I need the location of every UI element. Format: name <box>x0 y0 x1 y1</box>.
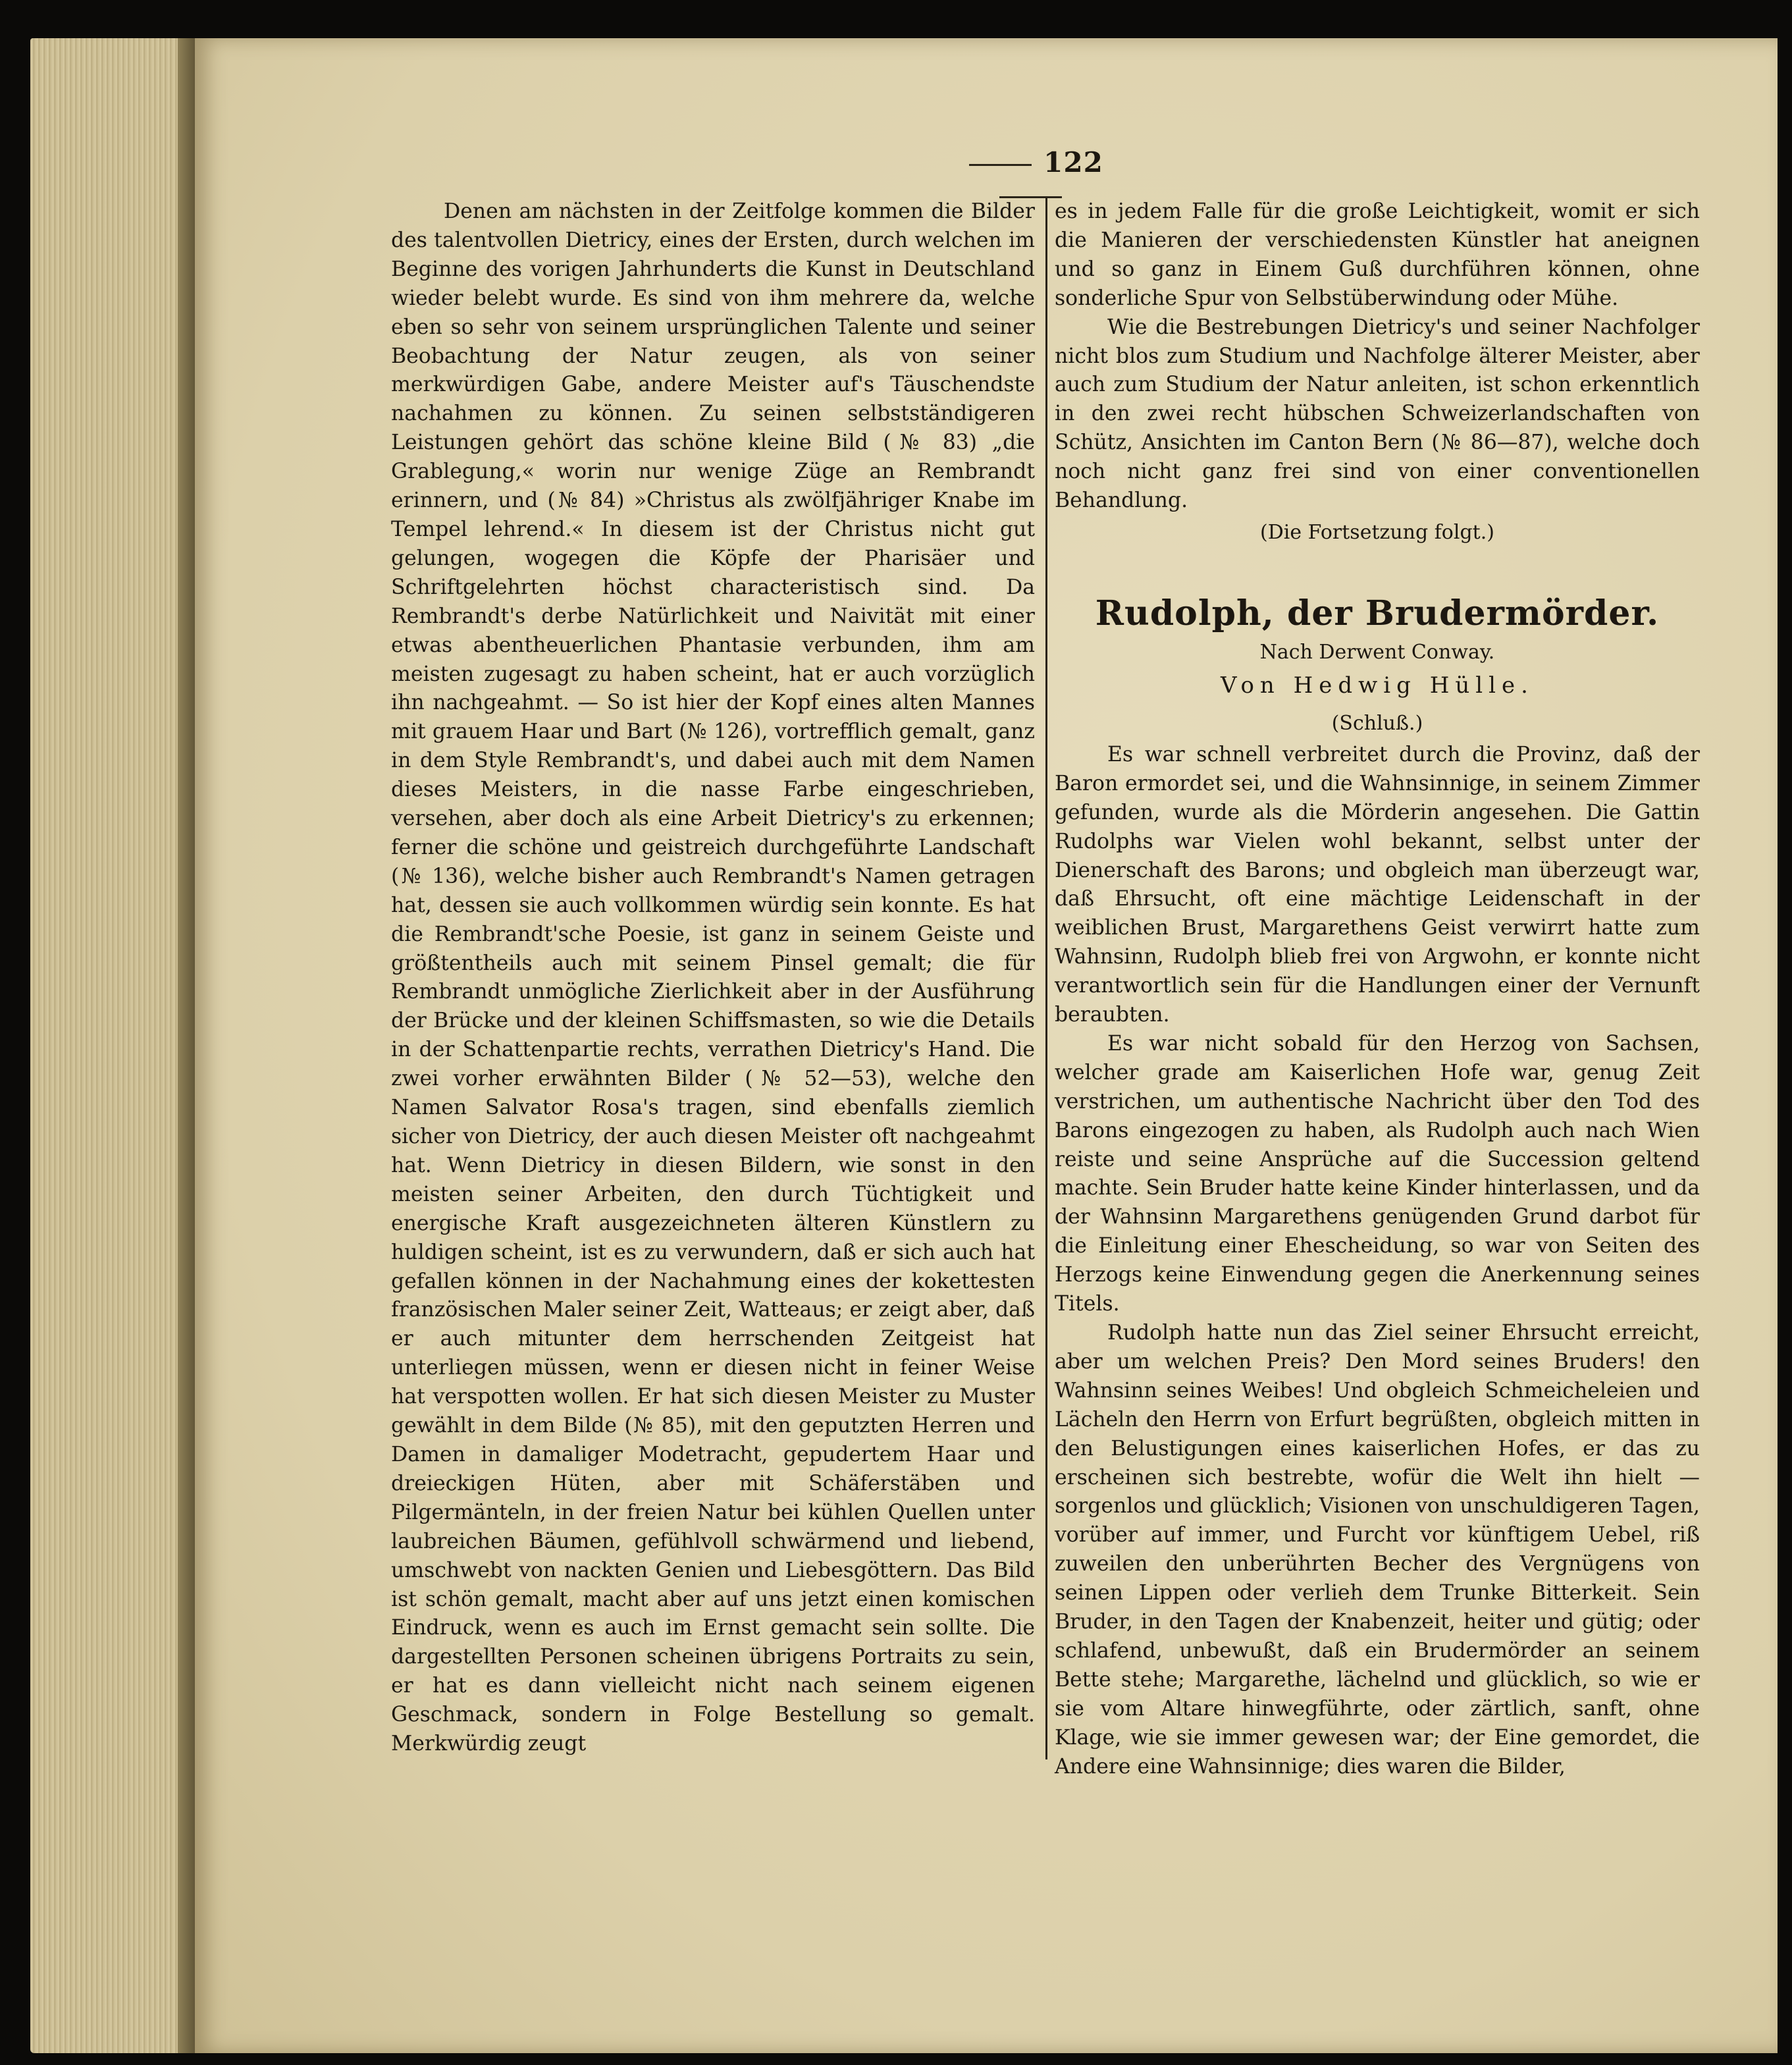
stacked-page-edges <box>30 38 195 2053</box>
story-title: Rudolph, der Brudermörder. <box>1095 593 1660 633</box>
story-paragraph: Es war schnell verbreitet durch die Provinz, daß der Baron ermordet sei, und die Wahnsinnige, in seinem Zimmer gefunden, wurde als die Mörderin angesehen. Die Gattin Rudolphs war Vielen wohl bekannt, selbst unter der Dienerschaft des Barons; und obgleich man überzeugt war, daß Ehrsucht, oft eine mächtige Leidenschaft in der weiblichen Brust, Margarethens Geist verwirrt hatte zum Wahnsinn, Rudolph blieb frei von Argwohn, er konnte nicht verantwortlich sein für die Handlungen einer der Vernunft beraubten. <box>1055 742 1700 1027</box>
story-conclusion-marker: (Schluß.) <box>1331 711 1423 735</box>
right-column <box>1055 198 1700 1782</box>
page-number: 122 <box>915 146 1146 211</box>
to-be-continued-note: (Die Fortsetzung folgt.) <box>1260 520 1494 544</box>
story-paragraph: Es war nicht sobald für den Herzog von Sachsen, welcher grade am Kaiserlichen Hofe war, genug Zeit verstrichen, um authentische Nachricht über den Tod des Barons eingezogen zu haben, als Rudolph auch nach Wien reiste und seine Ansprüche auf die Succession geltend machte. Sein Bruder hatte keine Kinder hinterlassen, und da der Wahnsinn Margarethens genügenden Grund darbot für die Einleitung einer Ehescheidung, so war von Seiten des Herzogs keine Einwendung gegen die Anerkennung seines Titels. <box>1055 1031 1700 1316</box>
article-continuation-paragraph: es in jedem Falle für die große Leichtigkeit, womit er sich die Manieren der verschiedensten Künstler hat aneignen und so ganz in Einem Guß durchführen können, ohne sonderliche Spur von Selbstüberwindung oder Mühe. <box>1055 200 1700 310</box>
story-paragraph: Rudolph hatte nun das Ziel seiner Ehrsucht erreicht, aber um welchen Preis? Den Mord seines Bruders! den Wahnsinn seines Weibes! Und obgleich Schmeicheleien und Lächeln den Herrn von Erfurt begrüßten, obgleich mitten in den Belustigungen eines kaiserlichen Hofes, er das zu erscheinen sich bestrebte, wofür die Welt ihn hielt — sorgenlos und glücklich; Visionen von unschuldigeren Tagen, vorüber auf immer, und Furcht vor künftigem Uebel, riß zuweilen den unberührten Becher des Vergnügens von seinen Lippen oder verlieh dem Trunke Bitterkeit. Sein Bruder, in den Tagen der Knabenzeit, heiter und gütig; oder schlafend, unbewußt, daß ein Brudermörder an seinem Bette stehe; Margarethe, lächelnd und glücklich, so wie er sie vom Altare hinwegführte, oder zärtlich, sanft, ohne Klage, wie sie immer gewesen war; der Eine gemordet, die Andere eine Wahnsinnige; dies waren die Bilder, <box>1055 1321 1700 1779</box>
article-closing-paragraph: Wie die Bestrebungen Dietricy's und seiner Nachfolger nicht blos zum Studium und Nachfolge älterer Meister, aber auch zum Studium der Natur anleiten, ist schon erkenntlich in den zwei recht hübschen Schweizerlandschaften von Schütz, Ansichten im Canton Bern (№ 86—87), welche doch noch nicht ganz frei sind von einer conventionellen Behandlung. <box>1055 315 1700 513</box>
left-column <box>391 198 1035 1759</box>
story-translator: Von Hedwig Hülle. <box>1221 672 1534 699</box>
story-source: Nach Derwent Conway. <box>1259 640 1495 664</box>
article-paragraph: Denen am nächsten in der Zeitfolge kommen die Bilder des talentvollen Dietricy, eines der Ersten, durch welchen im Beginne des vorigen Jahrhunderts die Kunst in Deutschland wieder belebt wurde. Es sind von ihm mehrere da, welche eben so sehr von seinem ursprünglichen Talente und seiner Beobachtung der Natur zeugen, als von seiner merkwürdigen Gabe, andere Meister auf's Täuschendste nachahmen zu können. Zu seinen selbstständigeren Leistungen gehört das schöne kleine Bild (№ 83) „die Grablegung,« worin nur wenige Züge an Rembrandt erinnern, und (№ 84) »Christus als zwölfjähriger Knabe im Tempel lehrend.« In diesem ist der Christus nicht gut gelungen, wogegen die Köpfe der Pharisäer und Schriftgelehrten höchst characteristisch sind. Da Rembrandt's derbe Natürlichkeit und Naivität mit einer etwas abentheuerlichen Phantasie verbunden, ihm am meisten zugesagt zu haben scheint, hat er auch vorzüglich ihn nachgeahmt. — So ist hier der Kopf eines alten Mannes mit grauem Haar und Bart (№ 126), vortrefflich gemalt, ganz in dem Style Rembrandt's, und dabei auch mit dem Namen dieses Meisters, in die nasse Farbe eingeschrieben, versehen, aber doch als eine Arbeit Dietricy's zu erkennen; ferner die schöne und geistreich durchgeführte Landschaft (№ 136), welche bisher auch Rembrandt's Namen getragen hat, dessen sie auch vollkommen würdig sein konnte. Es hat die Rembrandt'sche Poesie, ist ganz in seinem Geiste und größtentheils auch mit seinem Pinsel gemalt; die für Rembrandt unmögliche Zierlichkeit aber in der Ausführung der Brücke und der kleinen Schiffsmasten, so wie die Details in der Schattenpartie rechts, verrathen Dietricy's Hand. Die zwei vorher erwähnten Bilder (№ 52—53), welche den Namen Salvator Rosa's tragen, sind ebenfalls ziemlich sicher von Dietricy, der auch diesen Meister oft nachgeahmt hat. Wenn Dietricy in diesen Bildern, wie sonst in den meisten seiner Arbeiten, den durch Tüchtigkeit und energische Kraft ausgezeichneten älteren Künstlern zu huldigen scheint, ist es zu verwundern, daß er sich auch hat gefallen können in der Nachahmung eines der kokettesten französischen Maler seiner Zeit, Watteaus; er zeigt aber, daß er auch mitunter dem herrschenden Zeitgeist hat unterliegen müssen, wenn er diesen nicht in feiner Weise hat verspotten wollen. Er hat sich diesen Meister zu Muster gewählt in dem Bilde (№ 85), mit den geputzten Herren und Damen in damaliger Modetracht, gepudertem Haar und dreieckigen Hüten, aber mit Schäferstäben und Pilgermänteln, in der freien Natur bei kühlen Quellen unter laubreichen Bäumen, gefühlvoll schwärmend und liebend, umschwebt von nackten Genien und Liebesgöttern. Das Bild ist schön gemalt, macht aber auf uns jetzt einen komischen Eindruck, wenn es auch im Ernst gemacht sein sollte. Die dargestellten Personen scheinen übrigens Portraits zu sein, er hat es dann vielleicht nicht nach seinem eigenen Geschmack, sondern in Folge Bestellung so gemalt. Merkwürdig zeugt <box>391 200 1035 1756</box>
column-divider <box>1045 198 1047 1759</box>
